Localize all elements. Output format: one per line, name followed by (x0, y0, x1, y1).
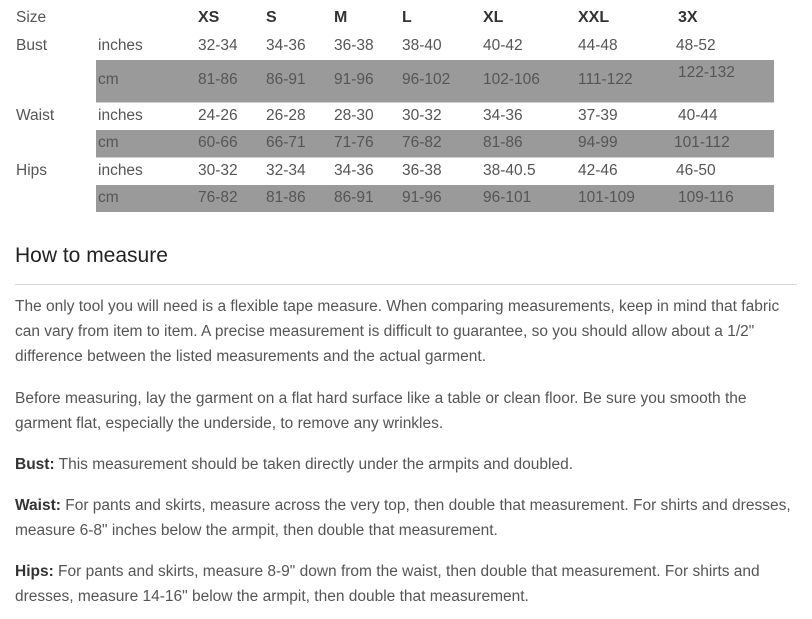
table-cell: 81-86 (266, 189, 306, 206)
table-cell: 101-112 (674, 134, 730, 151)
section-divider (15, 284, 797, 285)
size-header-label: Size (16, 9, 47, 26)
size-header-xl: XL (483, 9, 504, 26)
table-cell: 91-96 (402, 189, 442, 206)
table-cell: 36-38 (402, 162, 442, 179)
row-unit-label: inches (98, 162, 143, 179)
table-cell: 32-34 (198, 37, 238, 54)
table-cell: 38-40.5 (483, 162, 536, 179)
table-cell: 28-30 (334, 107, 374, 124)
row-unit-label: inches (98, 37, 143, 54)
table-cell: 34-36 (334, 162, 374, 179)
hips-label: Hips: (15, 563, 54, 580)
waist-text: For pants and skirts, measure across the very top, then double that measurement. For shirts and dresses, measure 6-8" inches below the armpit, then double that measurement. (15, 497, 791, 539)
table-cell: 76-82 (198, 189, 238, 206)
row-unit-label: cm (98, 71, 119, 88)
bust-paragraph (15, 452, 805, 477)
row-unit-label: cm (98, 134, 119, 151)
table-cell: 122-132 (678, 64, 735, 81)
table-cell: 32-34 (266, 162, 306, 179)
row-measure-label: Hips (16, 162, 48, 179)
table-cell: 48-52 (676, 37, 716, 54)
table-cell: 81-86 (198, 71, 238, 88)
table-cell: 94-99 (578, 134, 618, 151)
size-header-xs: XS (198, 9, 220, 26)
waist-paragraph (15, 493, 805, 543)
row-unit-label: inches (98, 107, 143, 124)
row-measure-label: Waist (16, 107, 55, 124)
table-cell: 38-40 (402, 37, 442, 54)
table-cell: 44-48 (578, 37, 618, 54)
row-measure-label: Bust (16, 37, 48, 54)
table-cell: 81-86 (483, 134, 523, 151)
hips-text: For pants and skirts, measure 8-9" down from the waist, then double that measurement. For shirts and dresses, measure 14-16" below the armpit, then double that measurement. (15, 563, 760, 605)
table-cell: 109-116 (678, 189, 734, 206)
hips-paragraph (15, 559, 805, 609)
table-cell: 34-36 (483, 107, 523, 124)
bust-text: This measurement should be taken directly under the armpits and doubled. (54, 456, 574, 473)
table-cell: 40-44 (678, 107, 718, 124)
table-cell: 66-71 (266, 134, 306, 151)
intro-paragraph: The only tool you will need is a flexible tape measure. When comparing measurements, keep in mind that fabric can vary from item to item. A precise measurement is difficult to guarantee, so you should allow about a 1/2" difference between the listed measurements and the actual garment. (15, 298, 780, 365)
table-cell: 46-50 (676, 162, 716, 179)
size-header-l: L (402, 9, 412, 26)
table-cell: 34-36 (266, 37, 306, 54)
bust-label: Bust: (15, 456, 55, 473)
size-header-m: M (334, 9, 348, 26)
table-cell: 71-76 (334, 134, 374, 151)
table-cell: 60-66 (198, 134, 238, 151)
table-cell: 26-28 (266, 107, 306, 124)
table-cell: 102-106 (483, 71, 540, 88)
how-to-measure-heading: How to measure (15, 244, 168, 267)
table-cell: 36-38 (334, 37, 374, 54)
grid-line (96, 102, 774, 103)
table-cell: 37-39 (578, 107, 618, 124)
row-unit-label: cm (98, 189, 119, 206)
size-chart-table (0, 0, 812, 215)
table-cell: 101-109 (578, 189, 635, 206)
table-cell: 96-101 (483, 189, 532, 206)
table-cell: 42-46 (578, 162, 618, 179)
size-header-xxl: XXL (578, 9, 610, 26)
grid-line (96, 157, 774, 158)
table-cell: 96-102 (402, 71, 451, 88)
table-cell: 86-91 (266, 71, 306, 88)
table-cell: 76-82 (402, 134, 442, 151)
table-cell: 40-42 (483, 37, 523, 54)
table-cell: 24-26 (198, 107, 238, 124)
table-cell: 86-91 (334, 189, 374, 206)
size-header-s: S (266, 9, 277, 26)
before-measuring-paragraph: Before measuring, lay the garment on a flat hard surface like a table or clean floor. Be sure you smooth the garment flat, especially the underside, to remove any wrinkles. (15, 390, 747, 432)
waist-label: Waist: (15, 497, 61, 514)
table-cell: 91-96 (334, 71, 374, 88)
size-header-3x: 3X (678, 9, 698, 26)
table-cell: 111-122 (578, 71, 633, 88)
table-cell: 30-32 (402, 107, 442, 124)
table-cell: 30-32 (198, 162, 238, 179)
